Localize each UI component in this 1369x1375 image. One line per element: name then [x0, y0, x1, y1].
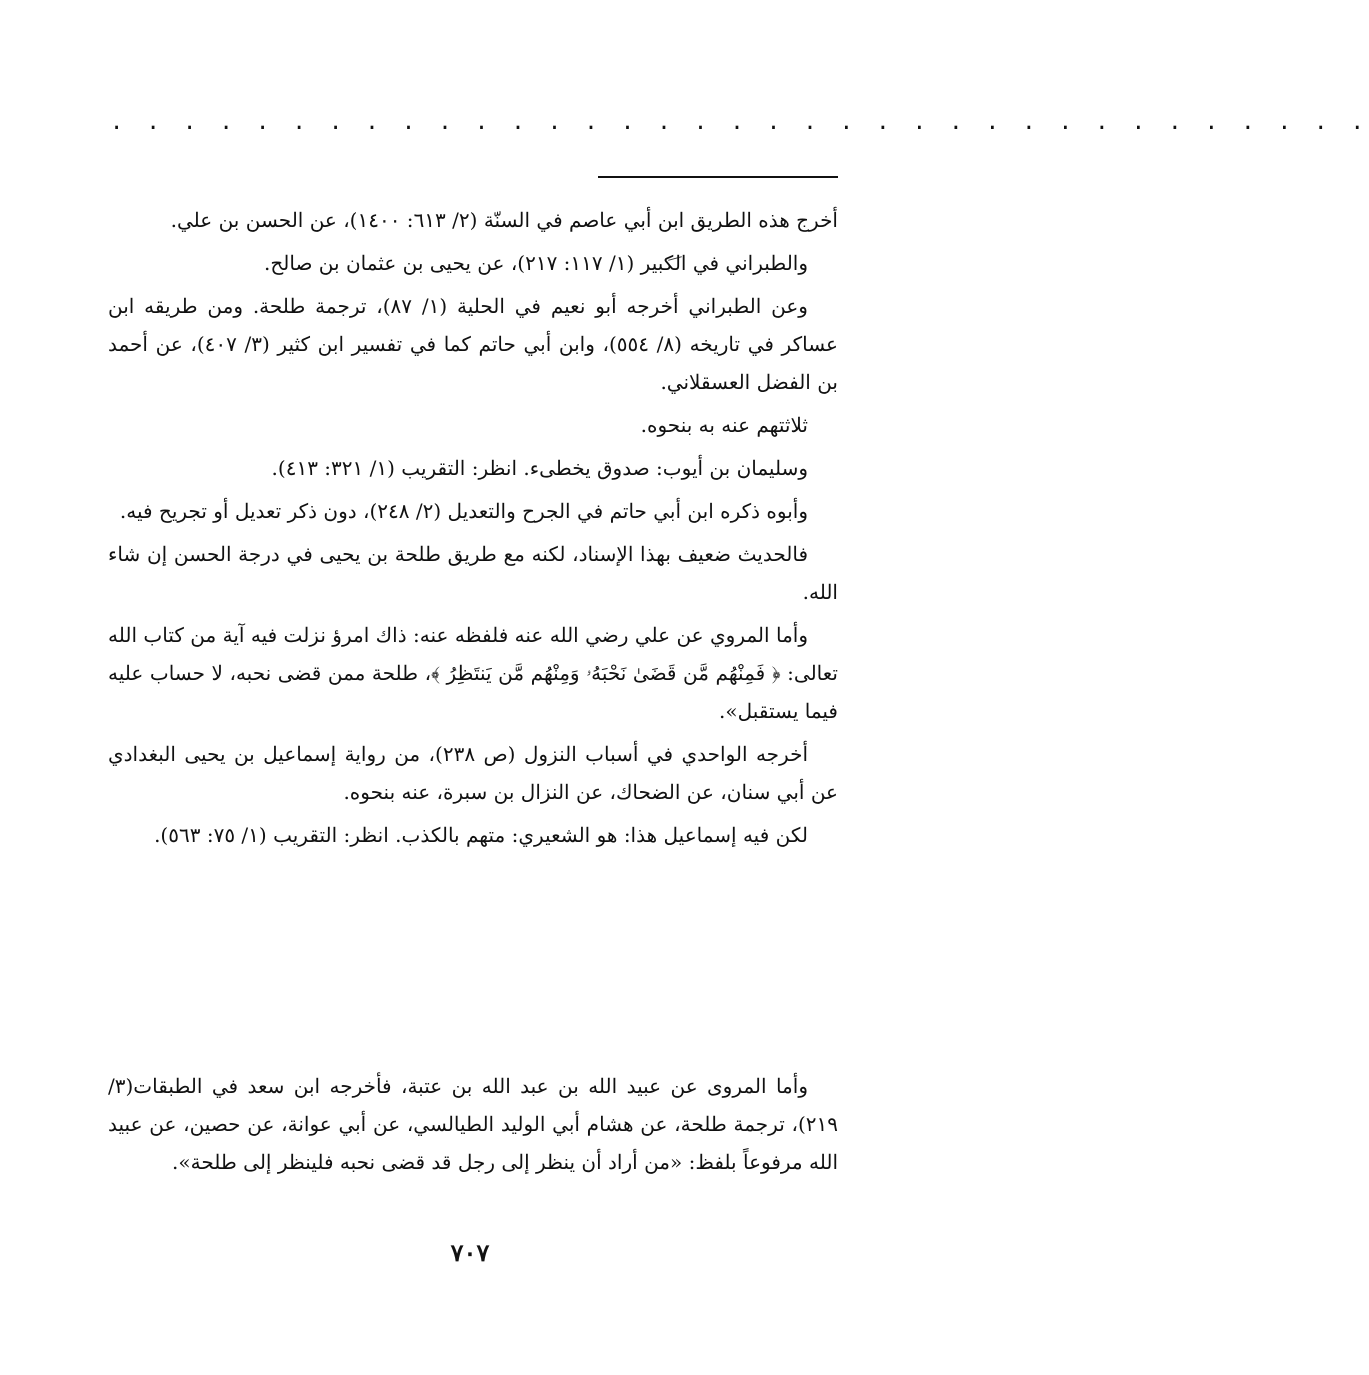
footnote-rule — [598, 176, 838, 178]
footnote-paragraph: وأبوه ذكره ابن أبي حاتم في الجرح والتعديل (٢/ ٢٤٨)، دون ذكر تعديل أو تجريح فيه. — [119, 499, 808, 523]
main-paragraph: وأما المروى عن عبيد الله بن عبد الله بن عتبة، فأخرجه ابن سعد في الطبقات(٣/ ٢١٩)، ترجمة طلحة، عن هشام أبي الوليد الطيالسي، عن أبي عوانة، عن حصين، عن عبيد الله مرفوعاً بلفظ: «من أراد أن ينظر إلى رجل قد قضى نحبه فلينظر إلى طلحة». — [108, 1074, 838, 1174]
footnote-paragraph: ثلاثتهم عنه به بنحوه. — [640, 413, 808, 437]
dotted-separator: . . . . . . . . . . . . . . . . . . . . . . . . . . . . . . . . . . . — [110, 110, 1369, 135]
footnote-paragraph: فالحديث ضعيف بهذا الإسناد، لكنه مع طريق طلحة بن يحيى في درجة الحسن إن شاء الله. — [108, 542, 838, 604]
footnote-paragraph: وعن الطبراني أخرجه أبو نعيم في الحلية (١/ ٨٧)، ترجمة طلحة. ومن طريقه ابن عساكر في تاريخه (٨/ ٥٥٤)، وابن أبي حاتم كما في تفسير ابن كثير (٣/ ٤٠٧)، عن أحمد بن الفضل العسقلاني. — [108, 294, 838, 394]
footnote-paragraph: أخرجه الواحدي في أسباب النزول (ص ٢٣٨)، من رواية إسماعيل بن يحيى البغدادي عن أبي سنان، عن الضحاك، عن النزال بن سبرة، عنه بنحوه. — [108, 742, 838, 804]
footnotes — [108, 201, 838, 859]
footnote-paragraph: لكن فيه إسماعيل هذا: هو الشعيري: متهم بالكذب. انظر: التقريب (١/ ٧٥: ٥٦٣). — [154, 823, 808, 847]
page-number: ٧٠٧ — [450, 1238, 490, 1267]
footnote-paragraph: والطبراني في الكبير (١/ ١١٧: ٢١٧)، عن يحيى بن عثمان بن صالح. — [264, 251, 808, 275]
footnote-paragraph: أخرج هذه الطريق ابن أبي عاصم في السنّة (٢/ ٦١٣: ١٤٠٠)، عن الحسن بن علي. — [170, 208, 838, 232]
footnote-paragraph: وسليمان بن أيوب: صدوق يخطىء. انظر: التقريب (١/ ٣٢١: ٤١٣). — [271, 456, 808, 480]
footnote-paragraph: وأما المروي عن علي رضي الله عنه فلفظه عنه: ذاك امرؤ نزلت فيه آية من كتاب الله تعالى: ﴿ فَمِنْهُم مَّن قَضَىٰ نَحْبَهُۥ وَمِنْهُم مَّن يَنتَظِرُ ﴾، طلحة ممن قضى نحبه، لا حساب عليه فيما يستقبل». — [108, 623, 838, 723]
